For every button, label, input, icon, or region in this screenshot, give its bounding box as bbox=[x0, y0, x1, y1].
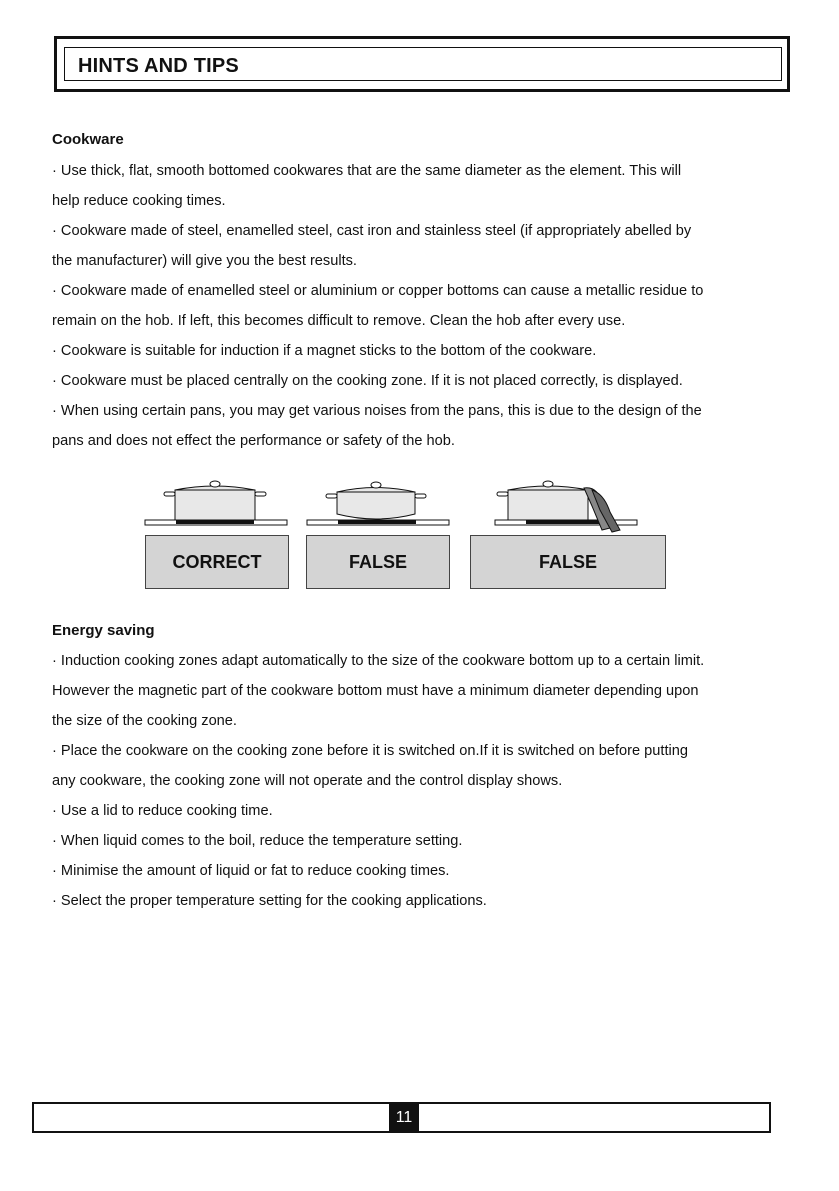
label-correct: CORRECT bbox=[145, 535, 289, 589]
text-line: · Select the proper temperature setting for the cooking applications. bbox=[52, 893, 487, 909]
pot-correct-icon bbox=[145, 481, 287, 525]
text-line: pans and does not effect the performance or safety of the hob. bbox=[52, 433, 455, 449]
text-line: · When using certain pans, you may get various noises from the pans, this is due to the design of the bbox=[52, 403, 702, 419]
text-line: · Minimise the amount of liquid or fat to reduce cooking times. bbox=[52, 863, 450, 879]
text-line: help reduce cooking times. bbox=[52, 193, 226, 209]
text-line: However the magnetic part of the cookware bottom must have a minimum diameter depending upon bbox=[52, 683, 699, 699]
text-line: · Cookware made of enamelled steel or aluminium or copper bottoms can cause a metallic residue to bbox=[52, 283, 704, 299]
text-line: · Cookware must be placed centrally on the cooking zone. If it is not placed correctly, is displayed. bbox=[52, 373, 683, 389]
text-line: · Use a lid to reduce cooking time. bbox=[52, 803, 273, 819]
text-line: · Induction cooking zones adapt automatically to the size of the cookware bottom up to a certain limit. bbox=[52, 653, 705, 669]
energy-saving-heading: Energy saving bbox=[52, 622, 155, 639]
page-title: HINTS AND TIPS bbox=[78, 55, 239, 77]
pot-overhang-icon bbox=[495, 481, 637, 532]
text-line: the size of the cooking zone. bbox=[52, 713, 237, 729]
page-number: 11 bbox=[389, 1102, 419, 1133]
text-line: · Use thick, flat, smooth bottomed cookwares that are the same diameter as the element. This will bbox=[52, 163, 682, 179]
cookware-heading: Cookware bbox=[52, 131, 124, 148]
cookware-placement-figure bbox=[140, 476, 680, 596]
text-line: · Place the cookware on the cooking zone before it is switched on.If it is switched on before putting bbox=[52, 743, 688, 759]
pot-illustrations bbox=[140, 476, 680, 536]
text-line: · When liquid comes to the boil, reduce the temperature setting. bbox=[52, 833, 463, 849]
text-line: remain on the hob. If left, this becomes difficult to remove. Clean the hob after every use. bbox=[52, 313, 626, 329]
title-inner-frame bbox=[64, 47, 782, 81]
label-false-2: FALSE bbox=[470, 535, 666, 589]
text-line: · Cookware made of steel, enamelled steel, cast iron and stainless steel (if appropriately abelled by bbox=[52, 223, 692, 239]
page-footer bbox=[32, 1102, 771, 1133]
label-false-1: FALSE bbox=[306, 535, 450, 589]
cookware-text bbox=[52, 156, 777, 456]
pot-curved-bottom-icon bbox=[307, 482, 449, 525]
title-frame bbox=[54, 36, 790, 92]
text-line: · Cookware is suitable for induction if a magnet sticks to the bottom of the cookware. bbox=[52, 343, 597, 359]
text-line: the manufacturer) will give you the best results. bbox=[52, 253, 357, 269]
energy-saving-text bbox=[52, 646, 777, 916]
text-line: any cookware, the cooking zone will not operate and the control display shows. bbox=[52, 773, 563, 789]
